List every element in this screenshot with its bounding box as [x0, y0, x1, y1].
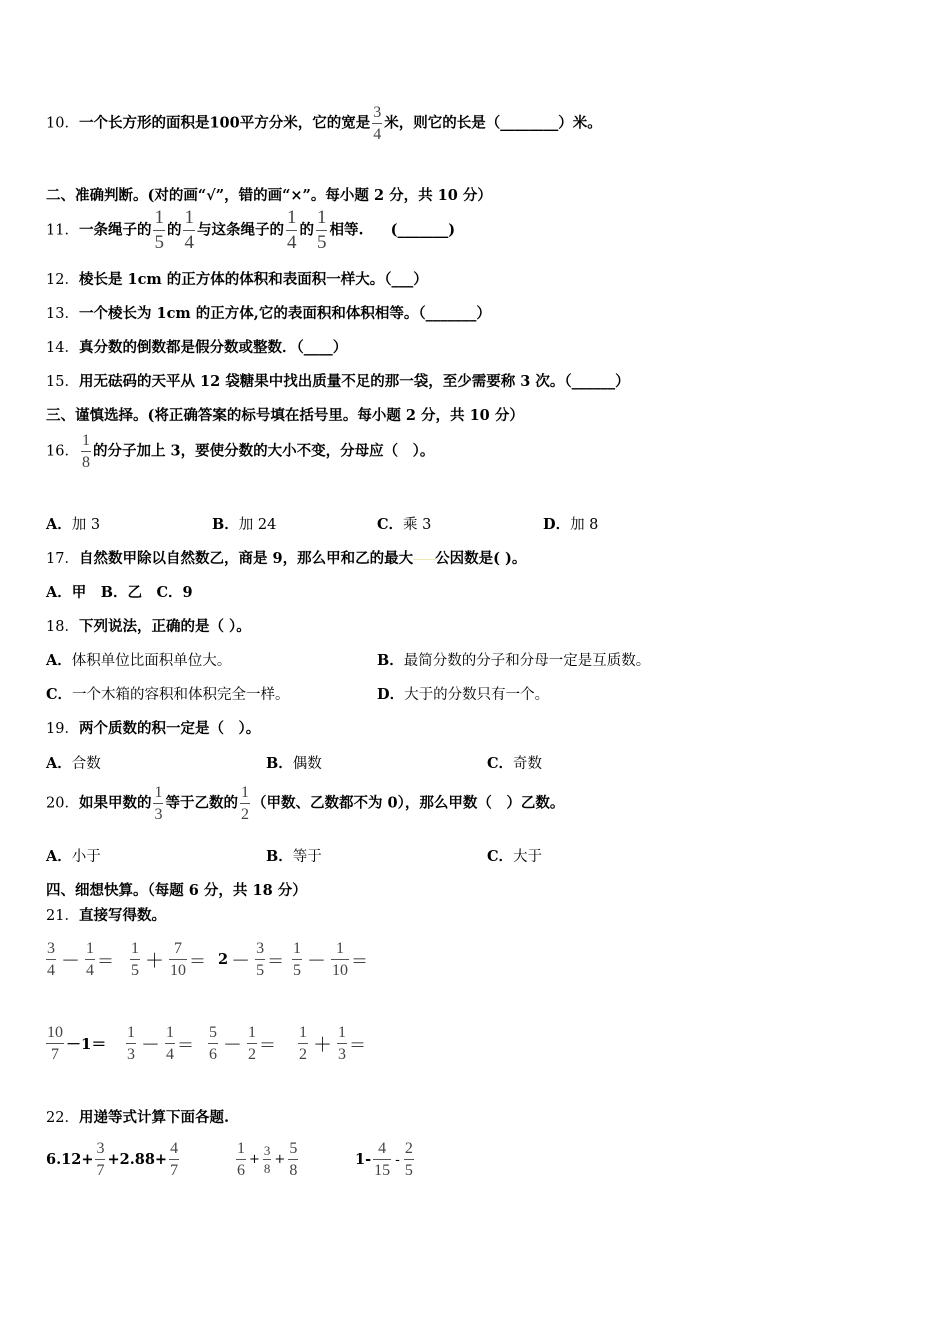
- question-text: 下列说法，正确的是（ ）。: [78, 618, 251, 635]
- question-number: 13．: [46, 306, 79, 322]
- calc-item: $\frac{1}{5}$ － $\frac{1}{10}$ ＝: [293, 940, 369, 979]
- option-a[interactable]: A．小于: [46, 848, 101, 865]
- question-10: [46, 104, 602, 143]
- section-4-heading: 四、细想快算。（每题 6 分，共 18 分）: [46, 882, 307, 899]
- fraction: $\frac{1}{2}$: [299, 1024, 307, 1063]
- fraction: $\frac{4}{15}$: [374, 1140, 391, 1179]
- question-12: [46, 270, 428, 290]
- fraction: $\frac{10}{7}$: [47, 1024, 63, 1063]
- calc-item: $\frac{1}{6}$ + $\frac{3}{8}$ + $\frac{5}{8}$: [237, 1140, 298, 1179]
- fraction: $\frac{1}{3}$: [127, 1024, 135, 1063]
- option-a[interactable]: A．加 3: [46, 516, 101, 533]
- fraction: $\frac{1}{10}$: [332, 940, 349, 979]
- fraction: $\frac{3}{8}$: [263, 1143, 271, 1176]
- question-number: 16．: [46, 443, 79, 460]
- fraction: $\frac{1}{3}$: [338, 1024, 347, 1063]
- option-c[interactable]: C．一个木箱的容积和体积完全一样。: [46, 686, 290, 703]
- calc-item: 2 － $\frac{3}{5}$ ＝: [218, 940, 285, 979]
- q10-text-c: 平方分米，它的宽是: [239, 114, 371, 132]
- q11-text-d: 的: [299, 221, 314, 239]
- calc-item: 1- $\frac{4}{15}$ - $\frac{2}{5}$: [355, 1140, 413, 1179]
- calc-item: $\frac{1}{5}$ ＋ $\frac{7}{10}$ ＝: [131, 940, 207, 979]
- q11-text-b: 的: [166, 221, 182, 239]
- decorative-gap: [413, 558, 435, 560]
- option-c[interactable]: C．奇数: [487, 755, 543, 772]
- question-21: [46, 906, 166, 926]
- option-b[interactable]: B．等于: [266, 848, 322, 865]
- option-d[interactable]: D．大于的分数只有一个。: [377, 686, 550, 703]
- q10-text-d: 米，则它的长是（________）米。: [384, 114, 602, 132]
- fraction: $\frac{1}{2}$: [248, 1024, 257, 1063]
- calc-item: 6.12+ $\frac{3}{7}$ +2.88+ $\frac{4}{7}$: [46, 1140, 179, 1179]
- q11-text-c: 与这条绳子的: [196, 221, 284, 239]
- question-number: 20．: [46, 795, 79, 812]
- fraction: $\frac{1}{5}$: [154, 207, 164, 253]
- question-text: 用无砝码的天平从 12 袋糖果中找出质量不足的那一袋，至少需要称 3 次。（______）: [78, 373, 630, 390]
- question-14: [46, 338, 347, 358]
- calc-item: $\frac{1}{2}$ ＋ $\frac{1}{3}$ ＝: [299, 1024, 367, 1063]
- question-text: 用递等式计算下面各题.: [78, 1109, 230, 1126]
- calc-item: $\frac{10}{7}$ －1＝: [47, 1024, 107, 1063]
- fraction: $\frac{2}{5}$: [404, 1140, 413, 1179]
- question-22: [46, 1108, 229, 1128]
- question-text-b: 公因数是( )。: [435, 550, 527, 567]
- question-17-options[interactable]: A．甲 B．乙 C．9: [46, 584, 193, 601]
- question-text: 一个棱长为 1cm 的正方体,它的表面积和体积相等。（_______）: [78, 305, 491, 322]
- question-number: 22．: [46, 1110, 79, 1126]
- q11-text-e: 相等.: [329, 221, 364, 239]
- fraction: $\frac{1}{4}$: [286, 207, 297, 253]
- calc-item: $\frac{1}{3}$ － $\frac{1}{4}$ ＝: [127, 1024, 195, 1063]
- question-text: 两个质数的积一定是（ ）。: [78, 720, 261, 737]
- q11-text-a: 一条绳子的: [78, 221, 152, 239]
- question-13: [46, 304, 491, 324]
- option-d[interactable]: D．加 8: [543, 516, 599, 533]
- question-16: [46, 432, 434, 471]
- question-17: [46, 549, 526, 569]
- question-number: 12．: [46, 272, 79, 288]
- calc-item: $\frac{3}{4}$ － $\frac{1}{4}$ ＝: [47, 940, 115, 979]
- fraction: $\frac{7}{10}$: [170, 940, 187, 979]
- option-c[interactable]: C．乘 3: [377, 516, 432, 533]
- question-text: 直接写得数。: [78, 907, 166, 924]
- question-number: 21．: [46, 908, 79, 924]
- fraction: $\frac{4}{7}$: [170, 1140, 179, 1179]
- fraction: $\frac{1}{5}$: [131, 940, 139, 979]
- q10-text-a: 一个长方形的面积是: [78, 114, 210, 132]
- question-number: 19．: [46, 721, 79, 737]
- option-a[interactable]: A．合数: [46, 755, 101, 772]
- fraction: $\frac{1}{5}$: [293, 940, 301, 979]
- option-b[interactable]: B．加 24: [212, 516, 277, 533]
- answer-blank[interactable]: (_______): [390, 221, 456, 239]
- question-number: 14．: [46, 340, 79, 356]
- question-text-a: 自然数甲除以自然数乙，商是 9，那么甲和乙的最大: [78, 550, 414, 567]
- question-11: [46, 208, 455, 253]
- q10-text-b: 100: [209, 114, 240, 132]
- fraction: $\frac{1}{6}$: [237, 1140, 245, 1179]
- question-number: 15．: [46, 374, 79, 390]
- question-number: 18．: [46, 619, 79, 635]
- fraction: $\frac{1}{8}$: [81, 432, 90, 471]
- fraction: $\frac{1}{4}$: [184, 207, 194, 253]
- fraction: $\frac{3}{4}$: [47, 940, 55, 979]
- fraction: $\frac{3}{5}$: [256, 940, 265, 979]
- question-15: [46, 372, 630, 392]
- option-a[interactable]: A．体积单位比面积单位大。: [46, 652, 232, 669]
- question-text: 的分子加上 3，要使分数的大小不变，分母应（ ）。: [92, 442, 435, 460]
- calc-item: $\frac{5}{6}$ － $\frac{1}{2}$ ＝: [209, 1024, 277, 1063]
- option-c[interactable]: C．大于: [487, 848, 543, 865]
- section-3-heading: 三、谨慎选择。(将正确答案的标号填在括号里。每小题 2 分，共 10 分）: [46, 407, 524, 424]
- fraction: $\frac{3}{7}$: [96, 1140, 105, 1179]
- question-number: 10．: [46, 115, 79, 132]
- question-text-c: （甲数、乙数都不为 0），那么甲数（ ）乙数。: [251, 794, 565, 812]
- section-2-heading: 二、准确判断。(对的画“√”，错的画“×”。每小题 2 分，共 10 分）: [46, 187, 492, 204]
- question-text: 真分数的倒数都是假分数或整数．（____）: [78, 339, 348, 356]
- question-19: [46, 719, 260, 739]
- fraction: $\frac{1}{4}$: [166, 1024, 175, 1063]
- question-18: [46, 617, 251, 637]
- fraction: $\frac{3}{4}$: [373, 104, 382, 143]
- fraction: $\frac{1}{2}$: [240, 784, 249, 823]
- question-text-b: 等于乙数的: [165, 794, 238, 812]
- option-b[interactable]: B．偶数: [266, 755, 322, 772]
- fraction: $\frac{5}{6}$: [209, 1024, 217, 1063]
- question-20: [46, 784, 564, 823]
- question-text: 棱长是 1cm 的正方体的体积和表面积一样大。（___）: [78, 271, 428, 288]
- fraction: $\frac{1}{4}$: [86, 940, 95, 979]
- option-b[interactable]: B．最简分数的分子和分母一定是互质数。: [377, 652, 651, 669]
- question-number: 17．: [46, 551, 79, 567]
- fraction: $\frac{1}{5}$: [316, 207, 327, 253]
- fraction: $\frac{1}{3}$: [154, 784, 163, 823]
- question-text-a: 如果甲数的: [78, 794, 152, 812]
- question-number: 11．: [46, 222, 79, 239]
- fraction: $\frac{5}{8}$: [289, 1140, 298, 1179]
